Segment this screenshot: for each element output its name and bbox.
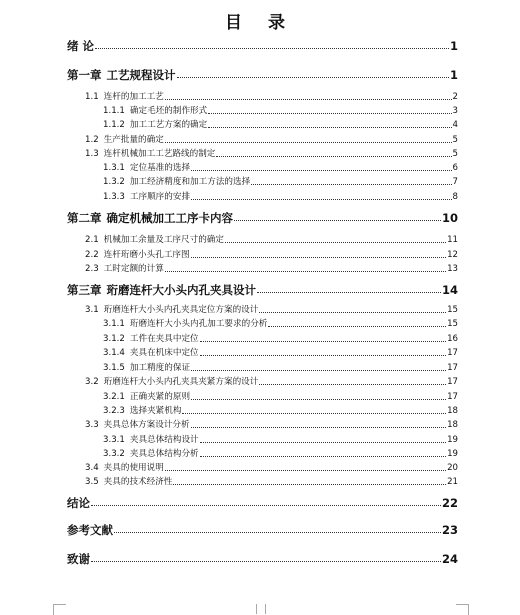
dot-leader (257, 291, 441, 293)
toc-entry[interactable] (85, 148, 458, 160)
dot-leader (182, 412, 446, 414)
toc-entry[interactable] (85, 234, 458, 246)
toc-entry-title: 夹具的使用说明 (103, 463, 164, 473)
toc-entry[interactable] (85, 249, 458, 261)
toc-entry-title: 绪 论 (67, 39, 95, 53)
toc-entry-number: 3.1.4 (103, 348, 125, 358)
toc-entry-page: 22 (441, 496, 458, 510)
toc-entry-title: 夹具总体结构设计 (129, 435, 199, 445)
toc-entry-page: 23 (441, 523, 458, 537)
toc-entry[interactable] (103, 162, 458, 174)
toc-entry-title: 致谢 (67, 552, 90, 566)
toc-entry-number: 3.1 (85, 305, 99, 315)
toc-entry-page: 17 (447, 348, 458, 358)
toc-entry-title: 工艺规程设计 (106, 68, 176, 82)
toc-entry-number: 第一章 (67, 68, 102, 82)
dot-leader (191, 398, 446, 400)
toc-entry-title: 工件在夹具中定位 (129, 334, 199, 344)
dot-leader (173, 483, 446, 485)
toc-entry-title: 加工精度的保证 (129, 363, 191, 373)
dot-leader (191, 198, 451, 200)
toc-entry[interactable] (103, 448, 458, 460)
toc-entry[interactable] (85, 419, 458, 431)
toc-entry-number: 2.3 (85, 264, 99, 274)
toc-entry-page: 19 (447, 435, 458, 445)
toc-entry-number: 3.3.1 (103, 435, 125, 445)
toc-entry-page: 19 (447, 449, 458, 459)
toc-entry[interactable] (67, 524, 458, 536)
toc-entry-page: 13 (447, 264, 458, 274)
toc-entry[interactable] (103, 405, 458, 417)
dot-leader (251, 183, 451, 185)
toc-entry-page: 4 (452, 120, 458, 130)
dot-leader (200, 455, 446, 457)
toc-entry-page: 5 (452, 149, 458, 159)
toc-entry-page: 15 (447, 319, 458, 329)
toc-entry[interactable] (67, 284, 458, 296)
toc-entry-title: 连杆的加工工艺 (103, 92, 164, 102)
toc-entry-page: 11 (447, 235, 458, 245)
toc-entry[interactable] (103, 391, 458, 403)
toc-entry-title: 夹具的技术经济性 (103, 477, 173, 487)
toc-entry-title: 连杆机械加工工艺路线的制定 (103, 149, 216, 159)
toc-entry[interactable] (103, 362, 458, 374)
dot-leader (208, 126, 451, 128)
toc-entry-title: 夹具总体结构分析 (129, 449, 199, 459)
toc-entry-page: 17 (447, 392, 458, 402)
dot-leader (165, 141, 452, 143)
toc-entry-page: 6 (452, 163, 458, 173)
toc-entry[interactable] (85, 476, 458, 488)
toc-entry-number: 3.2.3 (103, 406, 125, 416)
toc-entry[interactable] (85, 462, 458, 474)
dot-leader (259, 383, 446, 385)
dot-leader (191, 426, 446, 428)
toc-entry-page: 7 (452, 177, 458, 187)
toc-entry-title: 珩磨连杆大小头内孔加工要求的分析 (129, 319, 268, 329)
toc-entry-title: 夹具总体方案设计分析 (103, 420, 190, 430)
dot-leader (91, 504, 441, 506)
toc-entry-title: 确定机械加工工序卡内容 (106, 211, 233, 225)
toc-entry-page: 14 (441, 283, 458, 297)
toc-entry-number: 3.3 (85, 420, 99, 430)
toc-entry-page: 3 (452, 106, 458, 116)
toc-entry-page: 8 (452, 192, 458, 202)
toc-entry-number: 第二章 (67, 211, 102, 225)
toc-entry-page: 10 (441, 211, 458, 225)
toc-entry-number: 3.5 (85, 477, 99, 487)
toc-entry-number: 2.1 (85, 235, 99, 245)
dot-leader (225, 241, 446, 243)
toc-entry-title: 机械加工余量及工序尺寸的确定 (103, 235, 224, 245)
dot-leader (200, 340, 446, 342)
toc-entry-title: 工时定额的计算 (103, 264, 164, 274)
toc-entry-page: 20 (447, 463, 458, 473)
toc-entry-title: 生产批量的确定 (103, 135, 164, 145)
toc-entry[interactable] (67, 553, 458, 565)
toc-entry[interactable] (103, 318, 458, 330)
dot-leader (191, 169, 451, 171)
toc-entry[interactable] (85, 376, 458, 388)
toc-entry[interactable] (67, 212, 458, 224)
toc-entry-page: 2 (452, 92, 458, 102)
toc-entry[interactable] (85, 134, 458, 146)
toc-entry-title: 结论 (67, 496, 90, 510)
toc-entry[interactable] (67, 497, 458, 509)
toc-entry[interactable] (67, 40, 458, 52)
dot-leader (208, 112, 451, 114)
toc-entry-page: 16 (447, 334, 458, 344)
dot-leader (259, 311, 446, 313)
toc-entry-page: 1 (449, 39, 458, 53)
toc-entry-title: 珩磨连杆大小头内孔夹具设计 (106, 283, 256, 297)
toc-entry-title: 加工经济精度和加工方法的选择 (129, 177, 251, 187)
toc-entry[interactable] (85, 91, 458, 103)
dot-leader (200, 441, 446, 443)
toc-entry-number: 第三章 (67, 283, 102, 297)
toc-entry-page: 18 (447, 406, 458, 416)
page-corner-mark-right (456, 604, 469, 615)
toc-entry[interactable] (103, 191, 458, 203)
toc-entry-number: 1.3 (85, 149, 99, 159)
toc-entry-number: 1.3.2 (103, 177, 125, 187)
dot-leader (114, 531, 441, 533)
toc-entry[interactable] (85, 263, 458, 275)
toc-entry[interactable] (103, 434, 458, 446)
toc-entry-title: 正确夹紧的原则 (129, 392, 191, 402)
dot-leader (165, 98, 452, 100)
toc-entry-number: 3.2 (85, 377, 99, 387)
dot-leader (191, 256, 446, 258)
dot-leader (234, 219, 441, 221)
toc-entry-number: 3.1.5 (103, 363, 125, 373)
toc-entry-title: 工序顺序的安排 (129, 192, 191, 202)
toc-entry-number: 1.3.3 (103, 192, 125, 202)
dot-leader (95, 47, 449, 49)
page-corner-mark-left (53, 604, 66, 615)
toc-entry-title: 确定毛坯的制作形式 (129, 106, 208, 116)
dot-leader (200, 354, 446, 356)
page-center-mark (256, 604, 266, 614)
toc-entry-page: 5 (452, 135, 458, 145)
dot-leader (165, 469, 446, 471)
toc-entry[interactable] (103, 333, 458, 345)
dot-leader (216, 155, 451, 157)
toc-entry-page: 17 (447, 363, 458, 373)
dot-leader (91, 560, 441, 562)
toc-entry-title: 珩磨连杆大小头内孔夹具定位方案的设计 (103, 305, 259, 315)
toc-entry-title: 加工工艺方案的确定 (129, 120, 208, 130)
toc-entry-page: 1 (449, 68, 458, 82)
toc-entry-number: 3.1.2 (103, 334, 125, 344)
toc-entry-number: 1.1.1 (103, 106, 125, 116)
dot-leader (165, 270, 446, 272)
toc-title: 目 录 (225, 13, 295, 33)
toc-entry-title: 定位基准的选择 (129, 163, 191, 173)
toc-entry-title: 连杆珩磨小头孔工序图 (103, 250, 190, 260)
toc-entry[interactable] (85, 304, 458, 316)
dot-leader (268, 325, 446, 327)
toc-entry-number: 3.3.2 (103, 449, 125, 459)
toc-entry[interactable] (103, 347, 458, 359)
toc-entry-page: 24 (441, 552, 458, 566)
toc-entry-title: 夹具在机床中定位 (129, 348, 199, 358)
toc-entry-page: 12 (447, 250, 458, 260)
toc-entry-page: 15 (447, 305, 458, 315)
toc-entry-number: 1.1.2 (103, 120, 125, 130)
toc-entry-number: 3.2.1 (103, 392, 125, 402)
toc-entry[interactable] (103, 119, 458, 131)
toc-entry-page: 21 (447, 477, 458, 487)
toc-entry-number: 1.1 (85, 92, 99, 102)
toc-entry-number: 2.2 (85, 250, 99, 260)
dot-leader (191, 369, 446, 371)
toc-entry[interactable] (103, 176, 458, 188)
dot-leader (177, 76, 449, 78)
toc-entry[interactable] (67, 69, 458, 81)
toc-entry-number: 1.2 (85, 135, 99, 145)
toc-entry-page: 18 (447, 420, 458, 430)
toc-entry-number: 1.3.1 (103, 163, 125, 173)
toc-entry-title: 选择夹紧机构 (129, 406, 182, 416)
toc-entry-number: 3.4 (85, 463, 99, 473)
toc-entry[interactable] (103, 105, 458, 117)
toc-entry-title: 参考文献 (67, 523, 113, 537)
toc-entry-page: 17 (447, 377, 458, 387)
toc-entry-title: 珩磨连杆大小头内孔夹具夹紧方案的设计 (103, 377, 259, 387)
toc-entry-number: 3.1.1 (103, 319, 125, 329)
